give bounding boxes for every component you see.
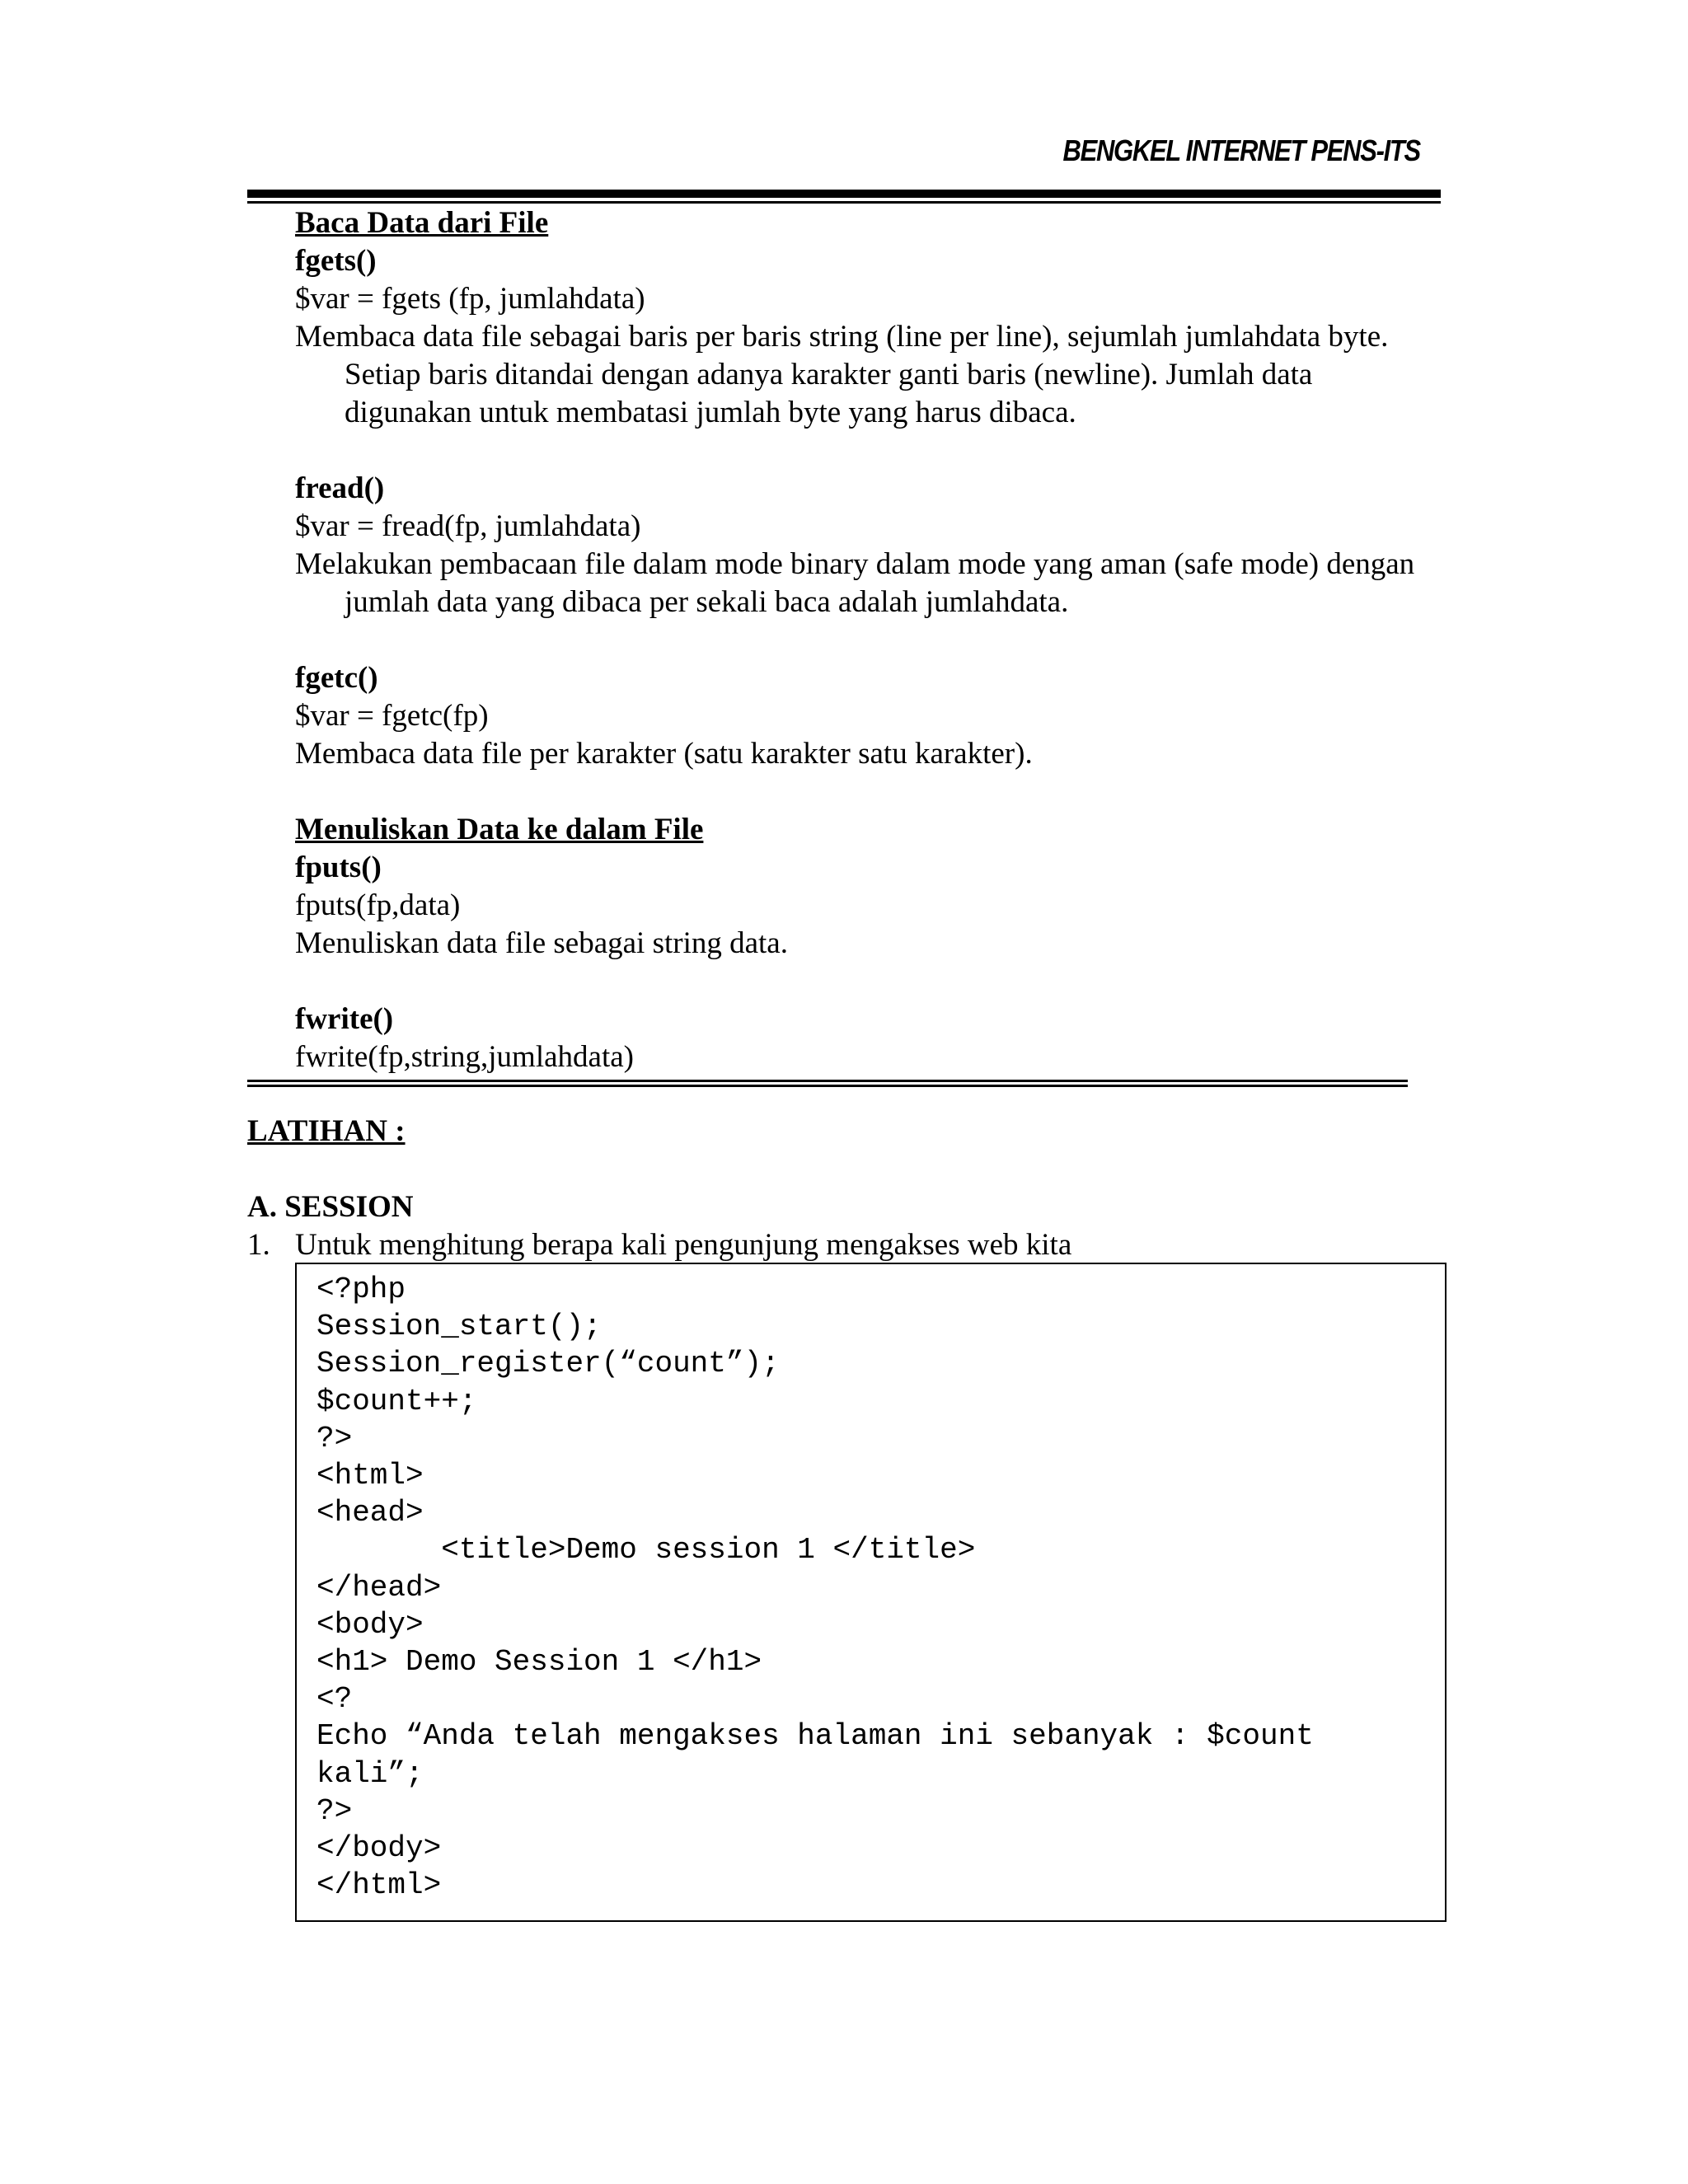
- box-bottom-rule: [247, 1080, 1408, 1087]
- code-line: <?: [316, 1682, 353, 1717]
- code-line: </head>: [316, 1570, 442, 1605]
- code-line: <title>Demo session 1 </title>: [316, 1533, 976, 1568]
- fread-description: Melakukan pembacaan file dalam mode binary dalam mode yang aman (safe mode) dengan jumlah data yang dibaca per sekali baca adalah jumlahdata.: [295, 547, 1415, 619]
- code-block: [316, 1271, 1314, 1904]
- fgets-description: Membaca data file sebagai baris per baris string (line per line), sejumlah jumlahdata byte. Setiap baris ditandai dengan adanya karakter ganti baris (newline). Jumlah data digunakan untuk membatasi jumlah byte yang harus dibaca.: [295, 320, 1389, 429]
- code-line: Session_register(“count”);: [316, 1347, 780, 1381]
- header-title: BENGKEL INTERNET PENS-ITS: [1062, 134, 1420, 167]
- fgetc-name: fgetc(): [295, 661, 378, 695]
- code-line: <html>: [316, 1459, 424, 1493]
- code-line: <h1> Demo Session 1 </h1>: [316, 1645, 762, 1680]
- fgetc-syntax: $var = fgetc(fp): [295, 699, 489, 733]
- fwrite-syntax: fwrite(fp,string,jumlahdata): [295, 1040, 634, 1074]
- code-box: [295, 1263, 1447, 1922]
- header-rule-thick: [247, 190, 1441, 198]
- code-line: $count++;: [316, 1384, 477, 1418]
- code-line: Session_start();: [316, 1310, 602, 1344]
- fputs-description: Menuliskan data file sebagai string data.: [295, 926, 788, 960]
- code-line: ?>: [316, 1421, 353, 1455]
- session-heading: A. SESSION: [247, 1190, 414, 1224]
- write-section-heading: Menuliskan Data ke dalam File: [295, 813, 704, 846]
- latihan-section: [247, 1113, 1451, 1264]
- fgetc-description: Membaca data file per karakter (satu karakter satu karakter).: [295, 737, 1033, 771]
- header-rule-thin: [247, 201, 1441, 204]
- code-line: <head>: [316, 1496, 424, 1530]
- code-line: kali”;: [316, 1756, 424, 1791]
- code-line: <body>: [316, 1607, 424, 1642]
- list-item-number: 1.: [247, 1228, 270, 1262]
- code-line: <?php: [316, 1272, 406, 1306]
- fputs-syntax: fputs(fp,data): [295, 888, 461, 922]
- file-functions-box: [295, 204, 1432, 1076]
- fwrite-name: fwrite(): [295, 1002, 394, 1036]
- code-line: </body>: [316, 1831, 442, 1866]
- code-line: Echo “Anda telah mengakses halaman ini sebanyak : $count: [316, 1719, 1314, 1754]
- fgets-syntax: $var = fgets (fp, jumlahdata): [295, 282, 645, 316]
- list-item: [247, 1226, 1451, 1264]
- read-section-heading: Baca Data dari File: [295, 206, 549, 240]
- fgets-name: fgets(): [295, 244, 377, 278]
- code-line: ?>: [316, 1793, 353, 1828]
- header-rule: [247, 190, 1441, 204]
- fread-name: fread(): [295, 471, 385, 505]
- fread-syntax: $var = fread(fp, jumlahdata): [295, 509, 641, 543]
- list-item-text: Untuk menghitung berapa kali pengunjung mengakses web kita: [295, 1228, 1072, 1262]
- fputs-name: fputs(): [295, 851, 382, 884]
- latihan-title: LATIHAN :: [247, 1114, 406, 1148]
- code-line: </html>: [316, 1868, 442, 1903]
